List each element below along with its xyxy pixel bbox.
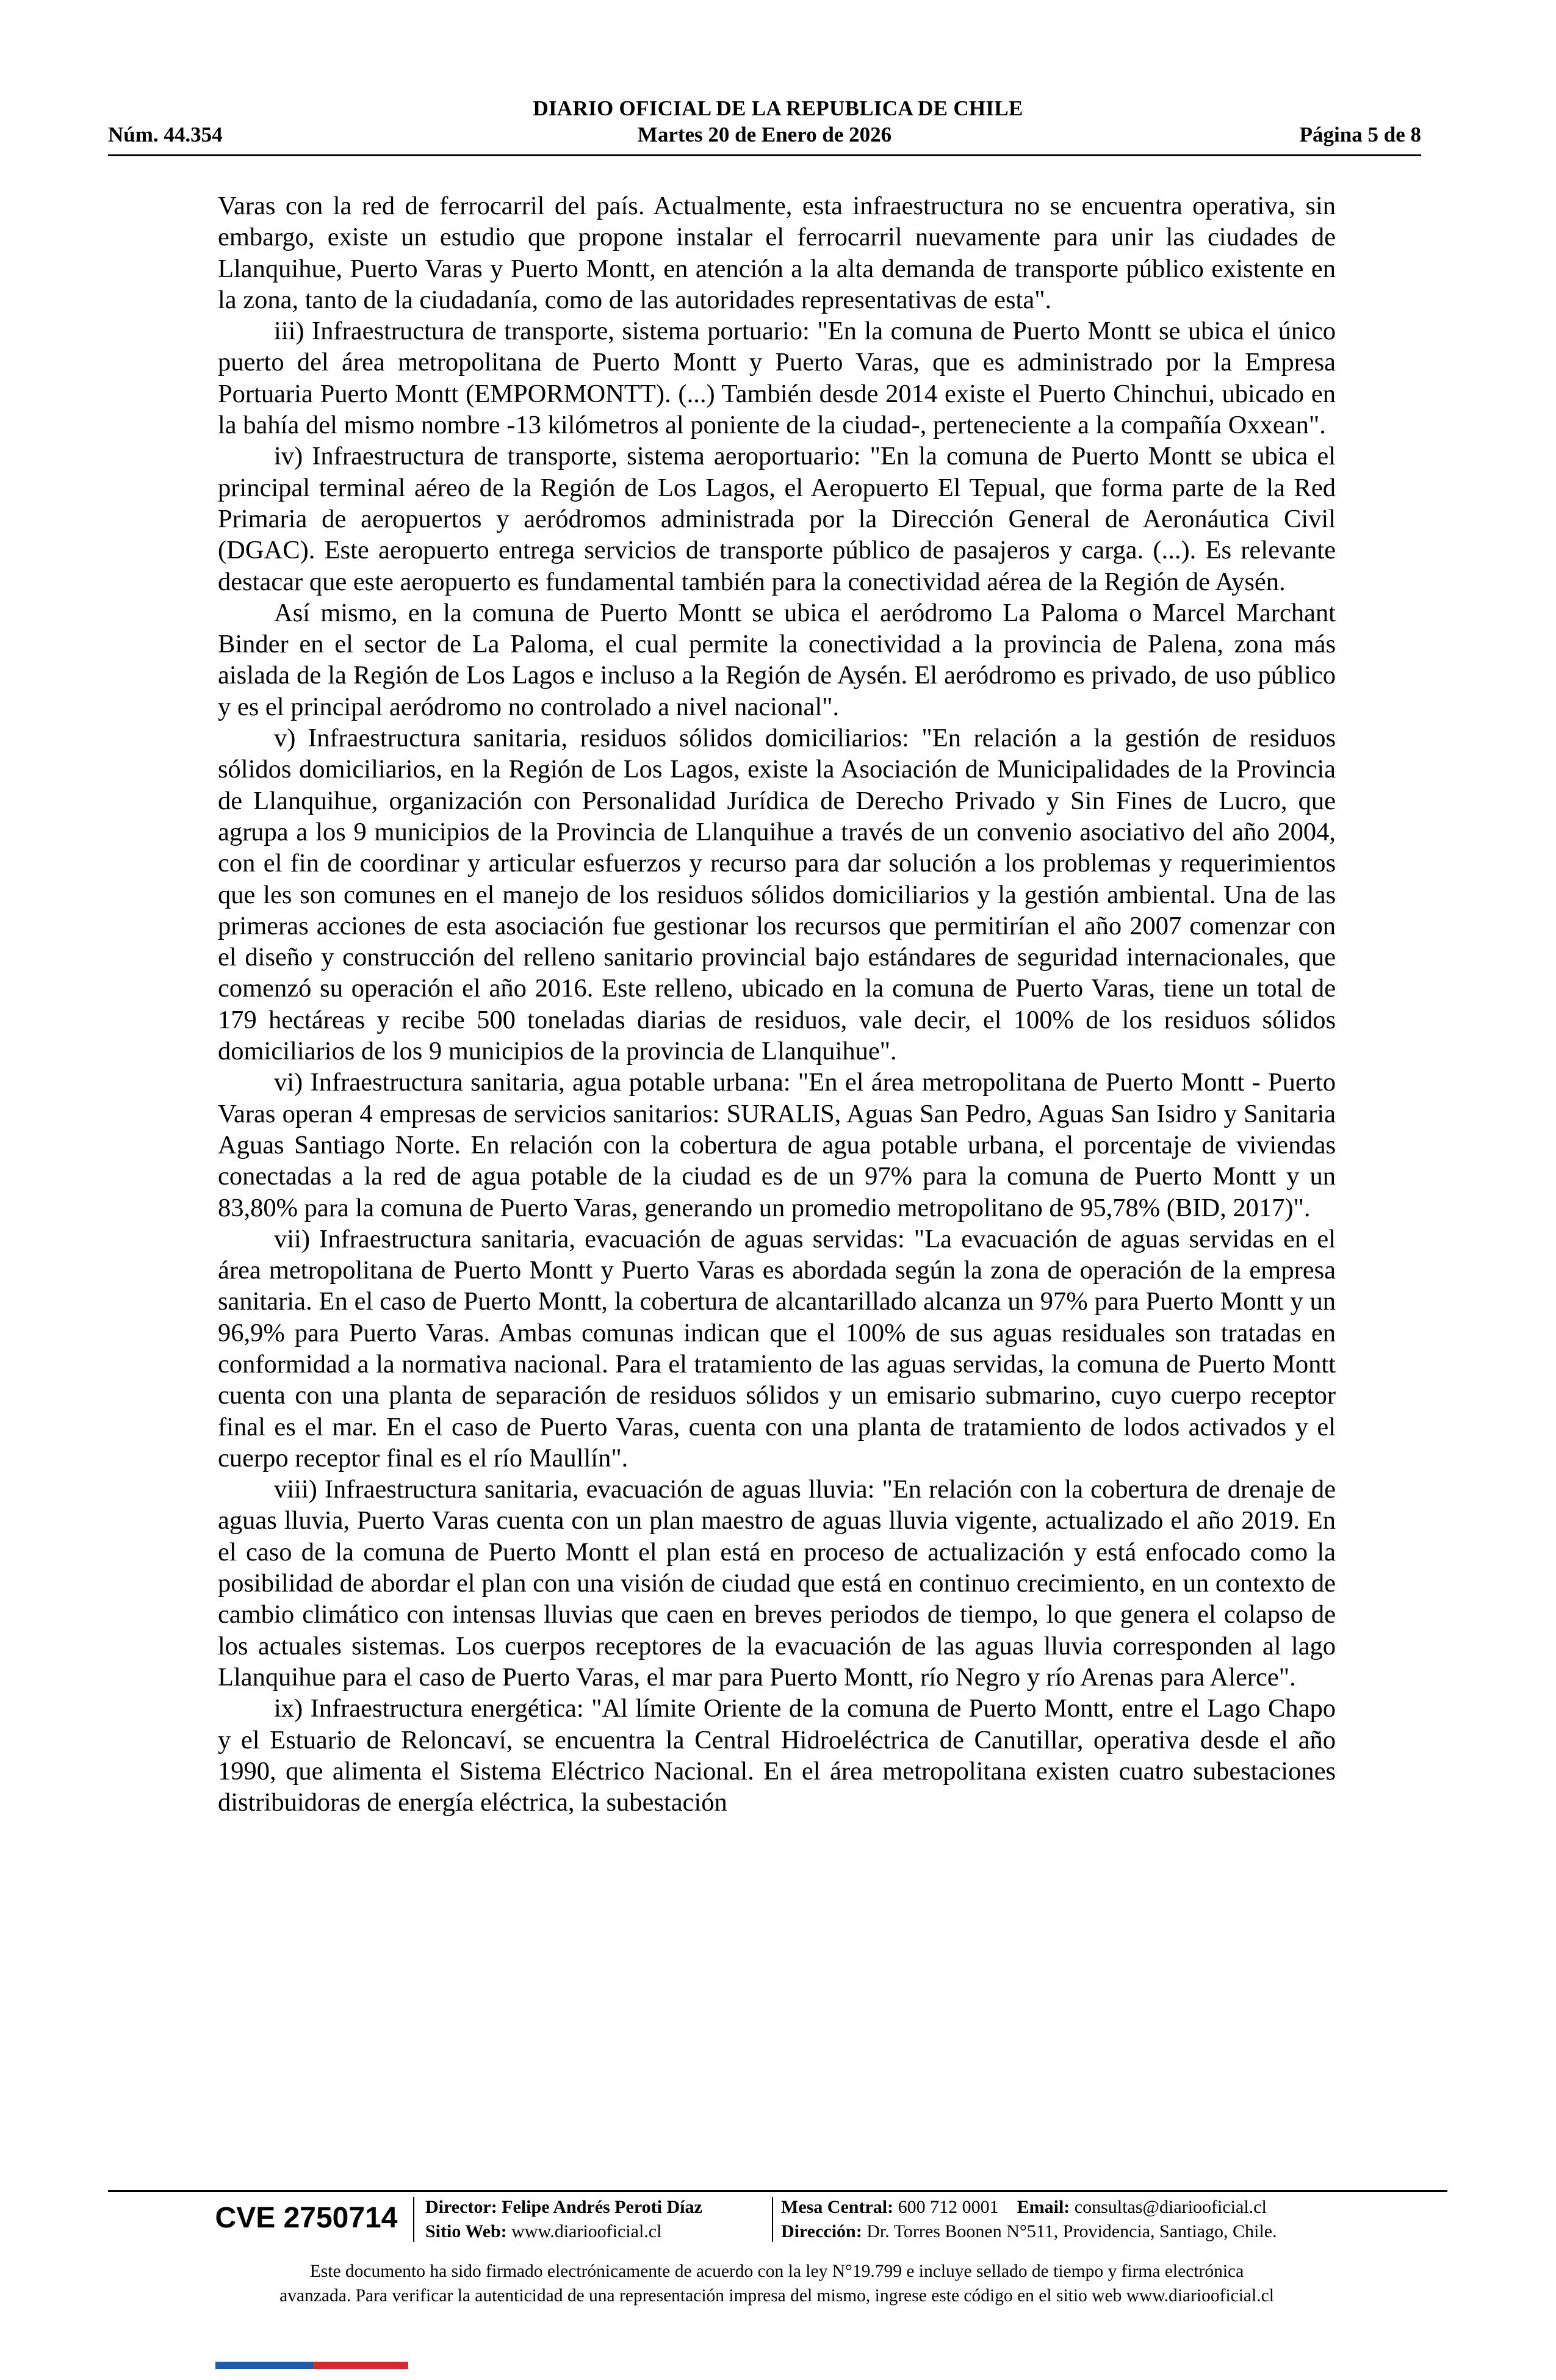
paragraph: vi) Infraestructura sanitaria, agua potable urbana: "En el área metropolitana de Puerto Montt - Puerto Varas operan 4 empresas de servicios sanitarios: SURALIS, Aguas San Pedro, Aguas San Isidro y Sanitaria Aguas Santiago Norte. En relación con la cobertura de agua potable urbana, el porcentaje de viviendas conectadas a la red de agua potable de la ciudad es de un 97% para la comuna de Puerto Montt y un 83,80% para la comuna de Puerto Varas, generando un promedio metropolitano de 95,78% (BID, 2017)". — [218, 1068, 1336, 1222]
mesa-label: Mesa Central: — [781, 2197, 894, 2217]
paragraph: ix) Infraestructura energética: "Al límite Oriente de la comuna de Puerto Montt, entre el Lago Chapo y el Estuario de Reloncaví, se encuentra la Central Hidroeléctrica de Canutillar, operativa desde el año 1990, que alimenta el Sistema Eléctrico Nacional. En el área metropolitana existen cuatro subestaciones distribuidoras de energía eléctrica, la subestación — [218, 1694, 1336, 1817]
director-name: Felipe Andrés Peroti Díaz — [502, 2197, 702, 2217]
publication-title: DIARIO OFICIAL DE LA REPUBLICA DE CHILE — [533, 96, 1023, 120]
issue-number: Núm. 44.354 — [108, 123, 223, 146]
footer-director-block — [425, 2195, 702, 2244]
document-body — [218, 190, 1336, 1818]
brand-bar-blue — [215, 2362, 313, 2369]
site-link[interactable]: www.diariooficial.cl — [511, 2221, 662, 2241]
director-label: Director: — [425, 2197, 497, 2217]
site-label: Sitio Web: — [425, 2221, 507, 2241]
paragraph: iii) Infraestructura de transporte, sistema portuario: "En la comuna de Puerto Montt se ubica el único puerto del área metropolitana de Puerto Montt y Puerto Varas, que es administrado por la Empresa Portuaria Puerto Montt (EMPORMONTT). (...) También desde 2014 existe el Puerto Chinchui, ubicado en la bahía del mismo nombre -13 kilómetros al poniente de la ciudad-, perteneciente a la compañía Oxxean". — [218, 317, 1336, 440]
email-label: Email: — [1017, 2197, 1070, 2217]
address-value: Dr. Torres Boonen N°511, Providencia, Santiago, Chile. — [866, 2221, 1277, 2241]
address-label: Dirección: — [781, 2221, 862, 2241]
header-divider — [108, 154, 1421, 156]
mesa-phone: 600 712 0001 — [898, 2197, 999, 2217]
footer-signature-note — [218, 2259, 1336, 2308]
paragraph: Varas con la red de ferrocarril del país. Actualmente, esta infraestructura no se encuentra operativa, sin embargo, existe un estudio que propone instalar el ferrocarril nuevamente para unir las ciudades de Llanquihue, Puerto Varas y Puerto Montt, en atención a la alta demanda de transporte público existente en la zona, tanto de la ciudadanía, como de las autoridades representativas de esta". — [218, 192, 1336, 314]
note-line: avanzada. Para verificar la autenticidad de una representación impresa del mismo, ingrese este código en el sitio web www.diariooficial.cl — [279, 2286, 1274, 2306]
paragraph: vii) Infraestructura sanitaria, evacuación de aguas servidas: "La evacuación de aguas servidas en el área metropolitana de Puerto Montt y Puerto Varas es abordada según la zona de operación de la empresa sanitaria. En el caso de Puerto Montt, la cobertura de alcantarillado alcanza un 97% para Puerto Montt y un 96,9% para Puerto Varas. Ambas comunas indican que el 100% de sus aguas residuales son tratadas en conformidad a la normativa nacional. Para el tratamiento de las aguas servidas, la comuna de Puerto Montt cuenta con una planta de separación de residuos sólidos y un emisario submarino, cuyo cuerpo receptor final es el mar. En el caso de Puerto Varas, cuenta con una planta de tratamiento de lodos activados y el cuerpo receptor final es el río Maullín". — [218, 1224, 1336, 1473]
paragraph: iv) Infraestructura de transporte, sistema aeroportuario: "En la comuna de Puerto Montt se ubica el principal terminal aéreo de la Región de Los Lagos, el Aeropuerto El Tepual, que forma parte de la Red Primaria de aeropuertos y aeródromos administrada por la Dirección General de Aeronáutica Civil (DGAC). Este aeropuerto entrega servicios de transporte público de pasajeros y carga. (...). Es relevante destacar que este aeropuerto es fundamental también para la conectividad aérea de la Región de Aysén. — [218, 442, 1336, 596]
note-line: Este documento ha sido firmado electrónicamente de acuerdo con la ley N°19.799 e incluye sellado de tiempo y firma electrónica — [309, 2262, 1244, 2281]
page-number: Página 5 de 8 — [1299, 123, 1421, 146]
header-row — [108, 121, 1421, 149]
footer-separator — [772, 2197, 773, 2242]
paragraph: Así mismo, en la comuna de Puerto Montt se ubica el aeródromo La Paloma o Marcel Marchant Binder en el sector de La Paloma, el cual permite la conectividad a la provincia de Palena, zona más aislada de la Región de Los Lagos e incluso a la Región de Aysén. El aeródromo es privado, de uso público y es el principal aeródromo no controlado a nivel nacional". — [218, 598, 1336, 721]
cve-code: CVE 2750714 — [215, 2202, 398, 2234]
paragraph: viii) Infraestructura sanitaria, evacuación de aguas lluvia: "En relación con la cobertura de drenaje de aguas lluvia, Puerto Varas cuenta con un plan maestro de aguas lluvia vigente, actualizado el año 2019. En el caso de la comuna de Puerto Montt el plan está en proceso de actualización y está enfocado como la posibilidad de abordar el plan con una visión de ciudad que está en continuo crecimiento, en un contexto de cambio climático con intensas lluvias que caen en breves periodos de tiempo, lo que genera el colapso de los actuales sistemas. Los cuerpos receptores de la evacuación de las aguas lluvia corresponden al lago Llanquihue para el caso de Puerto Varas, el mar para Puerto Montt, río Negro y río Arenas para Alerce". — [218, 1475, 1336, 1692]
issue-date: Martes 20 de Enero de 2026 — [637, 123, 892, 146]
email-link[interactable]: consultas@diariooficial.cl — [1074, 2197, 1267, 2217]
footer-contact-block — [781, 2195, 1277, 2244]
brand-bar-red — [313, 2362, 408, 2369]
footer-separator — [413, 2197, 414, 2242]
paragraph: v) Infraestructura sanitaria, residuos sólidos domiciliarios: "En relación a la gestión de residuos sólidos domiciliarios, en la Región de Los Lagos, existe la Asociación de Municipalidades de la Provincia de Llanquihue, organización con Personalidad Jurídica de Derecho Privado y Sin Fines de Lucro, que agrupa a los 9 municipios de la Provincia de Llanquihue a través de un convenio asociativo del año 2004, con el fin de coordinar y articular esfuerzos y recurso para dar solución a los problemas y requerimientos que les son comunes en el manejo de los residuos sólidos domiciliarios y la gestión ambiental. Una de las primeras acciones de esta asociación fue gestionar los recursos que permitirían el año 2007 comenzar con el diseño y construcción del relleno sanitario provincial bajo estándares de seguridad internacionales, que comenzó su operación el año 2016. Este relleno, ubicado en la comuna de Puerto Varas, tiene un total de 179 hectáreas y recibe 500 toneladas diarias de residuos, vale decir, el 100% de los residuos sólidos domiciliarios de los 9 municipios de la provincia de Llanquihue". — [218, 724, 1336, 1066]
